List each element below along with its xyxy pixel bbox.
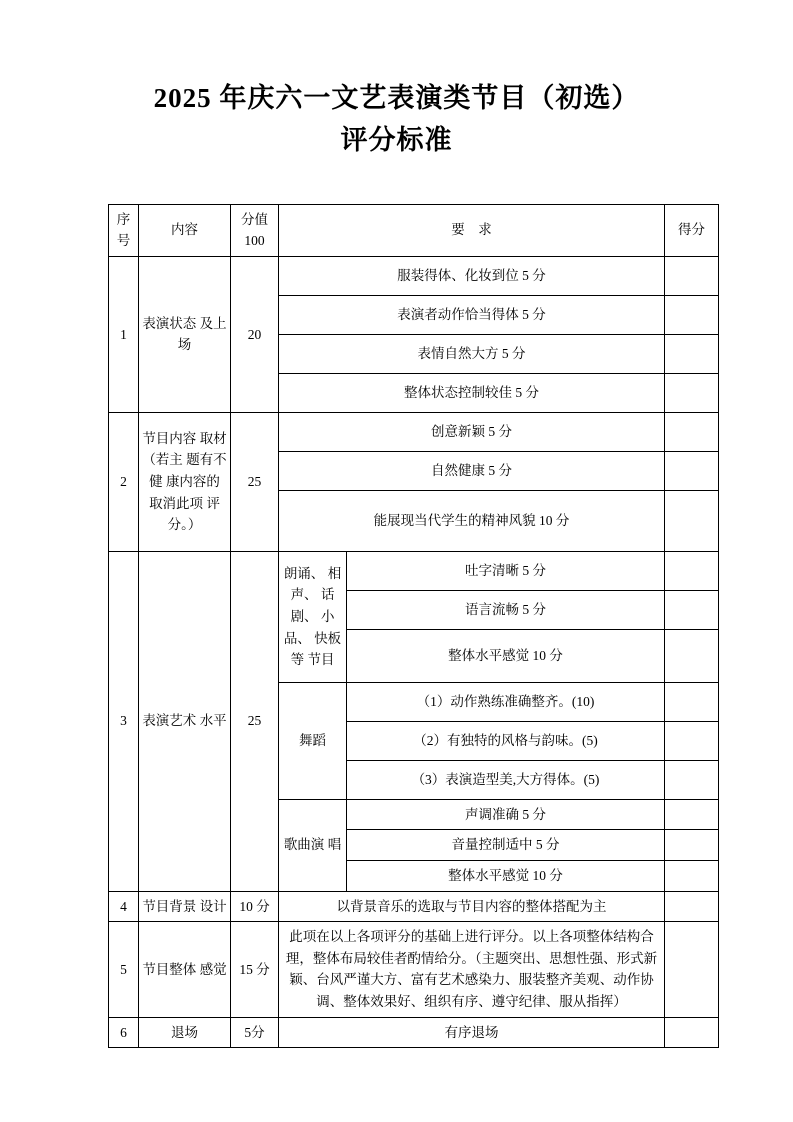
header-requirement: 要 求: [279, 204, 665, 256]
row-content-line-1: 表演状态: [142, 315, 197, 331]
header-no-line-1: 序: [116, 211, 131, 227]
row-content-line-1: 表演艺术: [142, 713, 197, 729]
obtained-cell[interactable]: [665, 799, 719, 830]
subgroup-label: [279, 799, 347, 891]
row-score: [231, 891, 279, 922]
obtained-cell[interactable]: [665, 721, 719, 760]
row-content: [139, 551, 231, 891]
requirement-cell: 整体状态控制较佳 5 分: [279, 373, 665, 412]
obtained-cell[interactable]: [665, 682, 719, 721]
obtained-cell[interactable]: [665, 334, 719, 373]
requirement-cell: 服装得体、化妆到位 5 分: [279, 256, 665, 295]
page-title: [108, 78, 685, 162]
obtained-cell[interactable]: [665, 451, 719, 490]
requirement-cell: 此项在以上各项评分的基础上进行评分。以上各项整体结构合理，整体布局较佳者酌情给分。（主题突出、思想性强、形式新颖、台风严谨大方、富有艺术感染力、服装整齐美观、动作协调、整体效果好、组织有序、遵守纪律、服从指挥）: [279, 922, 665, 1017]
row-content-line-4: 康内容的: [165, 474, 220, 490]
row-score: 20: [231, 256, 279, 412]
requirement-cell: 以背景音乐的选取与节目内容的整体搭配为主: [279, 891, 665, 922]
obtained-cell[interactable]: [665, 830, 719, 861]
requirement-cell: 声调准确 5 分: [347, 799, 665, 830]
row-content-line-6: 评分。）: [167, 495, 220, 533]
obtained-cell[interactable]: [665, 1017, 719, 1048]
row-content-line-3: 题有不健: [149, 452, 227, 490]
row-content-line-2: 取材（若主: [142, 430, 227, 468]
subgroup-label: [279, 551, 347, 682]
row-content-line-1: 节目整体: [142, 961, 197, 977]
subgroup-label-line-2: 相声、: [290, 565, 342, 603]
subgroup-label-line-2: 唱: [327, 837, 342, 853]
row-no: 2: [109, 412, 139, 551]
obtained-cell[interactable]: [665, 629, 719, 682]
requirement-cell: 表演者动作恰当得体 5 分: [279, 295, 665, 334]
row-score-line-2: 分: [256, 898, 270, 914]
obtained-cell[interactable]: [665, 590, 719, 629]
requirement-cell: 自然健康 5 分: [279, 451, 665, 490]
header-score-line-2: 100: [244, 233, 265, 249]
obtained-cell[interactable]: [665, 922, 719, 1017]
requirement-cell: 能展现当代学生的精神风貌 10 分: [279, 490, 665, 551]
obtained-cell[interactable]: [665, 373, 719, 412]
requirement-cell: 吐字清晰 5 分: [347, 551, 665, 590]
row-score: [231, 922, 279, 1017]
header-no-line-2: 号: [116, 233, 131, 249]
requirement-cell: （3）表演造型美,大方得体。(5): [347, 760, 665, 799]
row-content-line-1: 节目背景: [142, 898, 197, 914]
row-content: [139, 922, 231, 1017]
header-obtained: 得分: [665, 204, 719, 256]
row-score-line-1: 15: [239, 961, 253, 977]
obtained-cell[interactable]: [665, 412, 719, 451]
row-content: [139, 891, 231, 922]
row-content-line-2: 设计: [199, 898, 227, 914]
subgroup-label-line-3: 话剧、: [290, 587, 335, 625]
row-score-line-2: 分: [256, 961, 270, 977]
requirement-cell: （2）有独特的风格与韵味。(5): [347, 721, 665, 760]
obtained-cell[interactable]: [665, 760, 719, 799]
requirement-cell: 创意新颖 5 分: [279, 412, 665, 451]
row-content-line-2: 及上场: [177, 315, 227, 353]
table-row: [109, 1017, 719, 1048]
requirement-cell: （1）动作熟练准确整齐。(10): [347, 682, 665, 721]
requirement-cell: 有序退场: [279, 1017, 665, 1048]
table-row: [109, 551, 719, 590]
scoring-criteria-table: [108, 204, 719, 1049]
obtained-cell[interactable]: [665, 551, 719, 590]
row-content: [139, 412, 231, 551]
row-content-line-1: 节目内容: [142, 430, 197, 446]
row-score: 25: [231, 551, 279, 891]
row-score: 5分: [231, 1017, 279, 1048]
header-score-line-1: 分值: [241, 211, 268, 227]
obtained-cell[interactable]: [665, 256, 719, 295]
subgroup-label-line-1: 歌曲演: [283, 837, 325, 853]
row-score-line-1: 10: [239, 898, 253, 914]
row-no: 4: [109, 891, 139, 922]
table-row: [109, 922, 719, 1017]
row-no: 6: [109, 1017, 139, 1048]
table-row: [109, 891, 719, 922]
row-content: 退场: [139, 1017, 231, 1048]
table-row: [109, 256, 719, 295]
header-score: [231, 204, 279, 256]
header-content: 内容: [139, 204, 231, 256]
row-no: 1: [109, 256, 139, 412]
row-no: 3: [109, 551, 139, 891]
requirement-cell: 语言流畅 5 分: [347, 590, 665, 629]
requirement-cell: 整体水平感觉 10 分: [347, 629, 665, 682]
page-title-line-1: 2025 年庆六一文艺表演类节目（初选）: [153, 83, 640, 113]
obtained-cell[interactable]: [665, 490, 719, 551]
requirement-cell: 整体水平感觉 10 分: [347, 861, 665, 892]
subgroup-label-line-4: 小品、: [283, 609, 335, 646]
subgroup-label-line-1: 朗诵、: [283, 565, 325, 581]
subgroup-label-line-6: 节目: [307, 652, 335, 668]
subgroup-label: 舞蹈: [279, 682, 347, 799]
row-content-line-2: 水平: [199, 713, 227, 729]
row-score: 25: [231, 412, 279, 551]
obtained-cell[interactable]: [665, 295, 719, 334]
subgroup-label-line-5: 快板等: [290, 630, 342, 668]
table-row: [109, 412, 719, 451]
obtained-cell[interactable]: [665, 891, 719, 922]
row-no: 5: [109, 922, 139, 1017]
requirement-cell: 表情自然大方 5 分: [279, 334, 665, 373]
requirement-cell: 音量控制适中 5 分: [347, 830, 665, 861]
table-header-row: [109, 204, 719, 256]
row-content-line-2: 感觉: [199, 961, 227, 977]
page-title-line-2: 评分标准: [340, 124, 453, 155]
obtained-cell[interactable]: [665, 861, 719, 892]
row-content-line-5: 取消此项: [149, 495, 204, 511]
row-content: [139, 256, 231, 412]
header-no: [109, 204, 139, 256]
